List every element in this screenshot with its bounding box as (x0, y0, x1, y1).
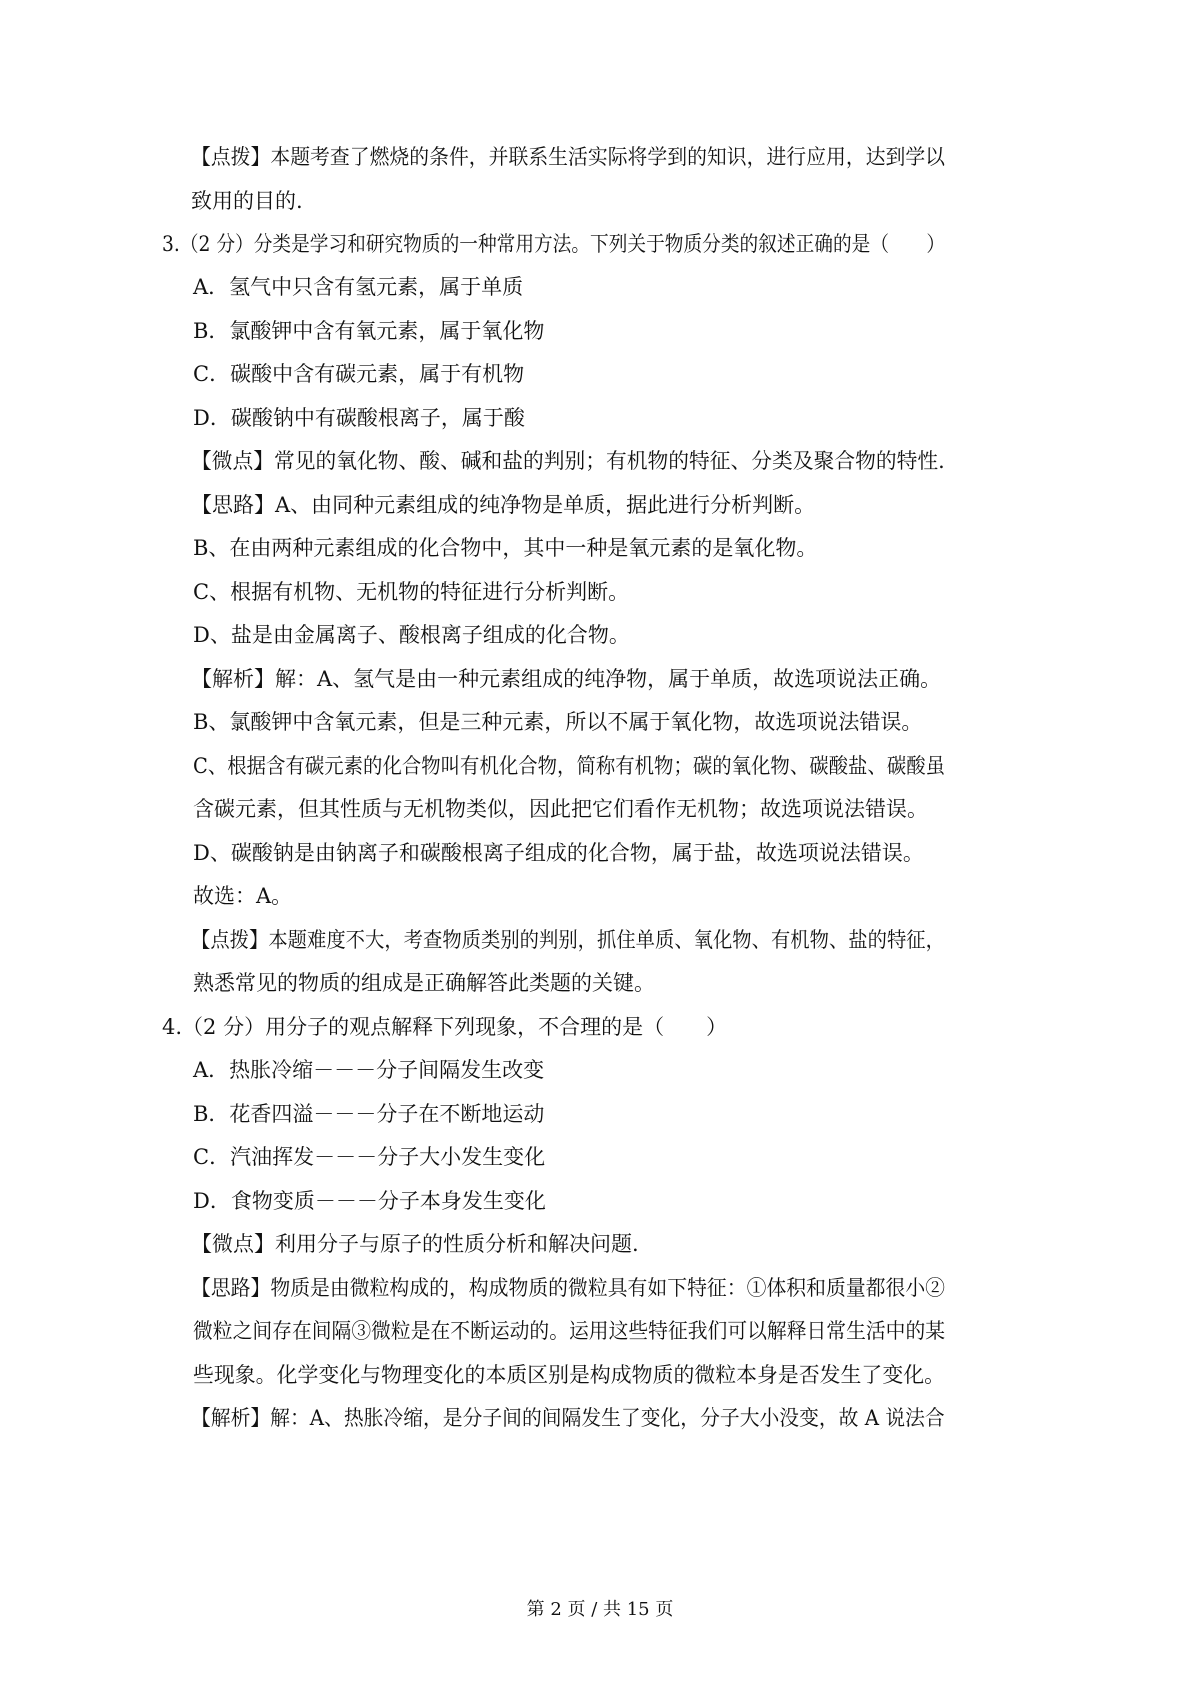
option-b: B．花香四溢－－－分子在不断地运动 (193, 1102, 545, 1126)
text-line: 熟悉常见的物质的组成是正确解答此类题的关键。 (193, 971, 655, 995)
option-d: D．食物变质－－－分子本身发生变化 (193, 1189, 546, 1213)
text-line: 含碳元素，但其性质与无机物类似，因此把它们看作无机物；故选项说法错误。 (193, 797, 928, 821)
text-line: 些现象。化学变化与物理变化的本质区别是构成物质的微粒本身是否发生了变化。 (193, 1363, 945, 1387)
text-line: 【微点】常见的氧化物、酸、碱和盐的判别；有机物的特征、分类及聚合物的特性. (191, 449, 945, 473)
text-line: D、盐是由金属离子、酸根离子组成的化合物。 (193, 623, 630, 647)
question-4-stem: 4.（2 分）用分子的观点解释下列现象，不合理的是（ ） (162, 1015, 728, 1039)
option-a: A．氢气中只含有氢元素，属于单质 (193, 275, 524, 299)
text-line: 【解析】解：A、热胀冷缩，是分子间的间隔发生了变化，分子大小没变，故 A 说法合 (191, 1406, 945, 1430)
text-line: C、根据有机物、无机物的特征进行分析判断。 (193, 580, 630, 604)
question-3-stem: 3.（2 分）分类是学习和研究物质的一种常用方法。下列关于物质分类的叙述正确的是（ ） (162, 232, 946, 256)
option-d: D．碳酸钠中有碳酸根离子，属于酸 (193, 406, 525, 430)
option-c: C．碳酸中含有碳元素，属于有机物 (193, 362, 525, 386)
option-a: A．热胀冷缩－－－分子间隔发生改变 (193, 1058, 545, 1082)
text-line: 【点拨】本题难度不大，考查物质类别的判别，抓住单质、氧化物、有机物、盐的特征， (191, 928, 945, 952)
text-line: 【思路】物质是由微粒构成的，构成物质的微粒具有如下特征：①体积和质量都很小② (191, 1276, 946, 1300)
text-line: B、在由两种元素组成的化合物中，其中一种是氧元素的是氧化物。 (193, 536, 818, 560)
option-b: B．氯酸钾中含有氧元素，属于氧化物 (193, 319, 545, 343)
page-footer: 第 2 页 / 共 15 页 (526, 1599, 674, 1620)
text-line: 【解析】解：A、氢气是由一种元素组成的纯净物，属于单质，故选项说法正确。 (191, 667, 942, 691)
text-line: 故选：A。 (193, 884, 293, 908)
text-line: 【微点】利用分子与原子的性质分析和解决问题. (191, 1232, 639, 1256)
text-line: 【思路】A、由同种元素组成的纯净物是单质，据此进行分析判断。 (191, 493, 816, 517)
text-line: 【点拨】本题考查了燃烧的条件，并联系生活实际将学到的知识，进行应用，达到学以 (191, 145, 946, 169)
option-c: C．汽油挥发－－－分子大小发生变化 (193, 1145, 546, 1169)
text-line: 微粒之间存在间隔③微粒是在不断运动的。运用这些特征我们可以解释日常生活中的某 (193, 1319, 946, 1343)
text-line: C、根据含有碳元素的化合物叫有机化合物，简称有机物；碳的氧化物、碳酸盐、碳酸虽 (193, 754, 946, 778)
text-line: D、碳酸钠是由钠离子和碳酸根离子组成的化合物，属于盐，故选项说法错误。 (193, 841, 924, 865)
text-line: B、氯酸钾中含氧元素，但是三种元素，所以不属于氧化物，故选项说法错误。 (193, 710, 923, 734)
text-line: 致用的目的. (191, 189, 303, 213)
